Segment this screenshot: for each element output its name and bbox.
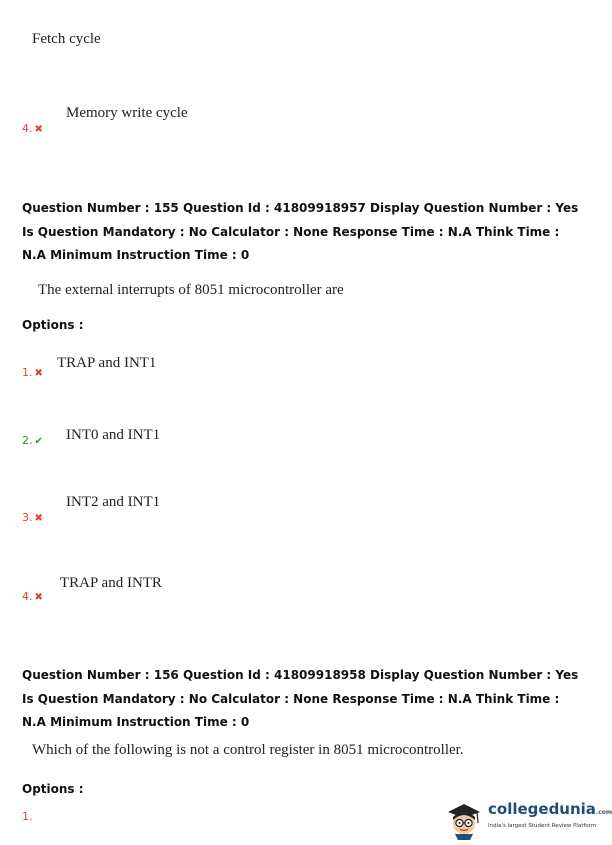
q155-option-1-number — [22, 366, 43, 379]
mascot-icon — [444, 796, 484, 840]
q156-options-label: Options : — [22, 782, 84, 796]
q155-question-text: The external interrupts of 8051 microcontroller are — [38, 282, 344, 298]
q156-meta: Question Number : 156 Question Id : 41809918958 Display Question Number : Yes Is Question Mandatory : No Calculator : None Response Time : N.A Think Time : N.A Minimum Instruction Time : 0 — [22, 668, 579, 729]
q155-options-label: Options : — [22, 318, 84, 332]
q155-option-3-text: INT2 and INT1 — [66, 494, 161, 510]
prev-option-4-number — [22, 122, 43, 135]
q155-option-2-number — [22, 434, 43, 447]
q156-question-text: Which of the following is not a control register in 8051 microcontroller. — [32, 742, 464, 758]
option-number: 2. — [22, 434, 33, 447]
option-number: 1. — [22, 366, 33, 379]
q155-option-3-number — [22, 511, 43, 524]
logo-tld: .com — [595, 809, 612, 816]
q156-option-1-number: 1. — [22, 810, 33, 823]
q155-option-2-text: INT0 and INT1 — [66, 427, 161, 443]
q155-option-4-text: TRAP and INTR — [60, 575, 162, 591]
q155-option-1-text: TRAP and INT1 — [57, 355, 157, 371]
option-number: 4. — [22, 590, 33, 603]
logo-wordmark — [488, 800, 612, 818]
logo-tagline: India's largest Student Review Platform — [488, 823, 597, 829]
cross-icon: ✖ — [34, 368, 43, 379]
prev-option-4-text: Memory write cycle — [66, 105, 188, 121]
option-number: 3. — [22, 511, 33, 524]
check-icon: ✔ — [34, 436, 43, 447]
prev-option-3-text: Fetch cycle — [32, 31, 101, 47]
q155-meta: Question Number : 155 Question Id : 41809918957 Display Question Number : Yes Is Question Mandatory : No Calculator : None Response Time : N.A Think Time : N.A Minimum Instruction Time : 0 — [22, 201, 579, 262]
collegedunia-logo — [444, 796, 612, 840]
option-number: 4. — [22, 122, 33, 135]
cross-icon: ✖ — [34, 513, 43, 524]
cross-icon: ✖ — [34, 124, 43, 135]
q155-option-4-number — [22, 590, 43, 603]
logo-name: collegedunia — [488, 800, 596, 818]
cross-icon: ✖ — [34, 592, 43, 603]
